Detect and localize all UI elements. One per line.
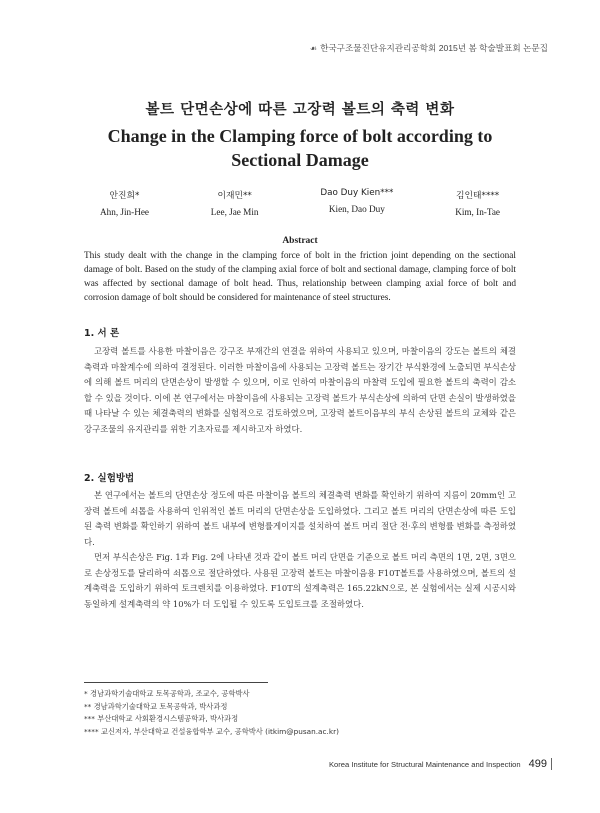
author-4 xyxy=(455,188,500,217)
section-paragraph: 본 연구에서는 볼트의 단면손상 정도에 따른 마찰이음 볼트의 체결축력 변화를 확인하기 위하여 지름이 20mm인 고장력 볼트에 쇠톱을 사용하여 인위적인 볼트 머리의 단면손상을 도입하였다. 그리고 볼트 머리의 단면손상에 따른 도입된 축력 변화를 확인하기 위하여 볼트 내부에 변형률게이지를 설치하여 볼트 머리 절단 전·후의 변형률 변화를 측정하였다. xyxy=(84,490,516,547)
abstract-text: This study dealt with the change in the clamping force of bolt in the friction joint depending on the sectional damage of bolt. Based on the study of the clamping axial force of bolt and sectional damage, clamping force of bolt was affected by sectional damage of bolt head. Thus, relationship between clamping axial force of bolt and corrosion damage of bolt should be considered for maintenance of steel structures. xyxy=(84,251,516,303)
footnote: **** 교신저자, 부산대학교 건설융합학부 교수, 공학박사 (itkim@pusan.ac.kr) xyxy=(84,726,339,736)
author-name-english: Lee, Jae Min xyxy=(210,207,259,217)
running-header xyxy=(310,42,548,54)
section-method xyxy=(84,470,516,612)
section-paragraph: 고장력 볼트를 사용한 마찰이음은 강구조 부재간의 연결을 위하여 사용되고 있으며, 마찰이음의 강도는 볼트의 체결축력과 마찰계수에 의하여 결정된다. 이러한 마찰이음에 사용되는 고장력 볼트는 장기간 부식환경에 노출되면 부식손상에 의해 볼트 머리의 단면손상이 발생할 수 있으며, 이로 인하여 마찰이음의 마찰력 도입에 필요한 볼트의 축력이 감소할 수 있을 것이다. 이에 본 연구에서는 마찰이음에 사용되는 고장력 볼트가 부식손상에 의하여 단면 손실이 발생하였을 때 나타날 수 있는 체결축력의 변화를 실험적으로 검토하였으며, 고장력 볼트이음부의 부식 손상된 볼트의 교체와 같은 강구조물의 유지관리를 위한 기초자료를 제시하고자 하였다. xyxy=(84,346,516,434)
author-list xyxy=(100,188,500,217)
author-name-english: Kim, In-Tae xyxy=(455,207,500,217)
author-name-korean: 김인태**** xyxy=(456,191,500,201)
author-name-korean: 안진희* xyxy=(109,191,140,201)
journal-name: 한국구조물진단유지관리공학회 2015년 봄 학술발표회 논문집 xyxy=(320,43,548,53)
abstract-heading: Abstract xyxy=(282,236,318,246)
section-paragraph: 먼저 부식손상은 Fig. 1과 Fig. 2에 나타낸 것과 같이 볼트 머리 단면을 기준으로 볼트 머리 측면의 1면, 2면, 3면으로 손상정도를 달리하여 쇠톱으로 절단하였다. 사용된 고장력 볼트는 마찰이음용 F10T볼트를 사용하였으며, 볼트의 설계축력을 도입하기 위하여 토크렌치를 이용하였다. F10T의 설계축력은 165.22kN으로, 본 실험에서는 실제 시공시와 동일하게 설계축력의 약 10%가 더 도입될 수 있도록 도입토크를 조절하였다. xyxy=(84,552,516,609)
footnote: * 경남과학기술대학교 토목공학과, 조교수, 공학박사 xyxy=(84,689,250,698)
author-name-korean: 이재민** xyxy=(217,191,252,201)
paper-title-english: Change in the Clamping force of bolt according to Sectional Damage xyxy=(107,126,493,170)
footnote: *** 부산대학교 사회환경시스템공학과, 박사과정 xyxy=(84,714,239,724)
page-footer xyxy=(329,758,552,770)
footnote: ** 경남과학기술대학교 토목공학과, 박사과정 xyxy=(84,701,228,711)
author-1 xyxy=(100,188,149,217)
author-3 xyxy=(320,188,393,217)
author-name-english: Ahn, Jin-Hee xyxy=(100,207,149,217)
footnote-divider xyxy=(84,682,268,683)
institute-name: Korea Institute for Structural Maintenance and Inspection xyxy=(328,759,521,769)
page-number: 499 xyxy=(528,758,547,770)
section-heading: 2. 실험방법 xyxy=(84,473,135,484)
header-ornament-icon: ☙ xyxy=(309,43,318,53)
footer-divider xyxy=(551,758,552,770)
author-name-korean: Dao Duy Kien*** xyxy=(320,188,394,198)
author-name-english: Kien, Dao Duy xyxy=(328,204,385,214)
footnotes xyxy=(84,688,504,738)
author-2 xyxy=(211,188,259,217)
paper-title-korean: 볼트 단면손상에 따른 고장력 볼트의 축력 변화 xyxy=(145,102,455,118)
section-heading: 1. 서 론 xyxy=(84,328,120,339)
section-introduction xyxy=(84,325,516,437)
